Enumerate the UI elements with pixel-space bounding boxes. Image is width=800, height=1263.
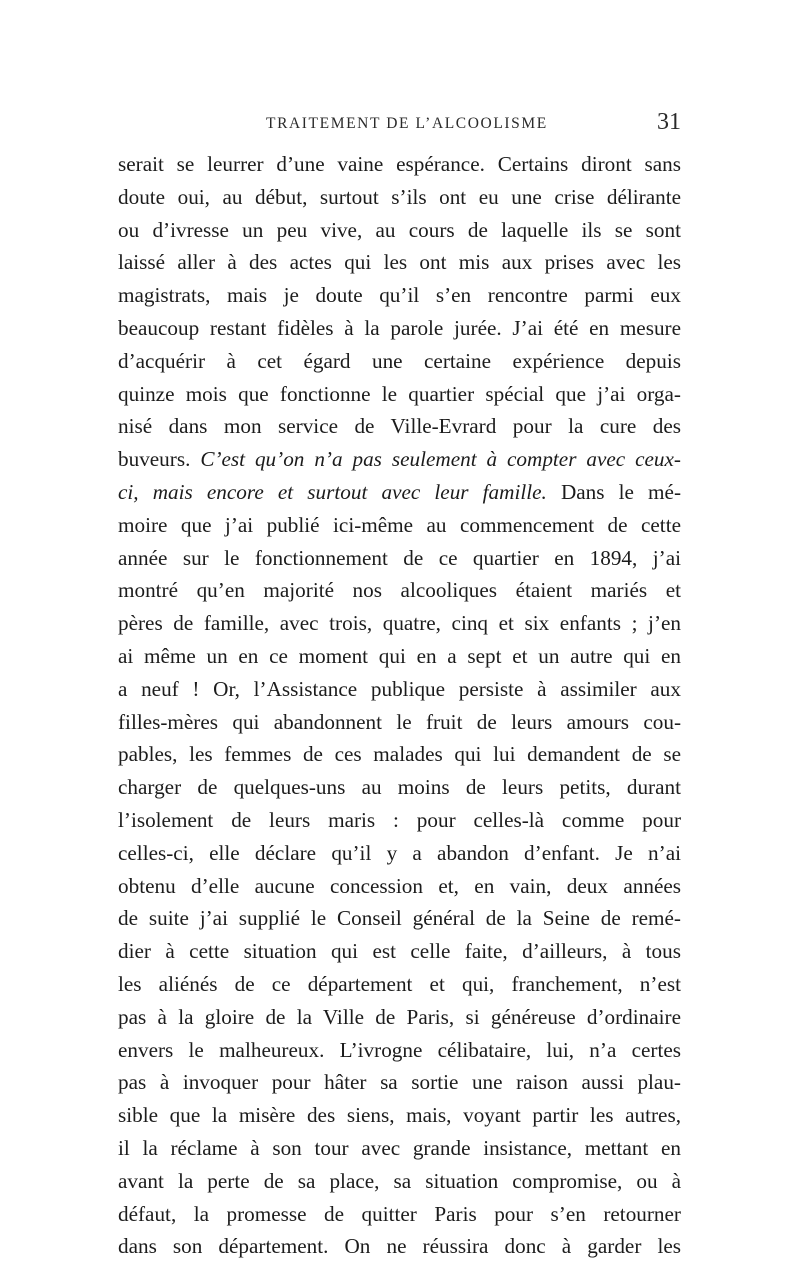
italic-segment: C’est qu’on n’a pas seulement à compter avec ceux- <box>200 447 681 472</box>
text-line: dans son département. On ne réussira donc à garder les <box>118 1234 681 1259</box>
text-line: il la réclame à son tour avec grande insistance, mettant en <box>118 1135 681 1160</box>
text-line: de suite j’ai supplié le Conseil général de la Seine de remé- <box>118 906 681 931</box>
text-line: pas à invoquer pour hâter sa sortie une raison aussi plau- <box>118 1070 681 1095</box>
text-line: envers le malheureux. L’ivrogne célibataire, lui, n’a certes <box>118 1037 681 1062</box>
text-segment: buveurs. <box>118 447 201 472</box>
text-line: nisé dans mon service de Ville-Evrard pour la cure des <box>118 414 681 439</box>
text-line: défaut, la promesse de quitter Paris pour s’en retourner <box>118 1201 681 1226</box>
page-number: 31 <box>657 109 681 135</box>
body-text <box>118 148 681 1263</box>
text-line: pables, les femmes de ces malades qui lui demandent de se <box>118 742 681 767</box>
text-line: charger de quelques-uns au moins de leurs petits, durant <box>118 775 681 800</box>
running-head <box>118 111 681 141</box>
running-title: TRAITEMENT DE L’ALCOOLISME <box>266 115 548 132</box>
text-line-mixed-italic <box>118 476 681 509</box>
text-line: beaucoup restant fidèles à la parole jurée. J’ai été en mesure <box>118 315 681 340</box>
text-line: a neuf ! Or, l’Assistance publique persiste à assimiler aux <box>118 676 681 701</box>
text-line: doute oui, au début, surtout s’ils ont eu une crise délirante <box>118 184 681 209</box>
text-line: sible que la misère des siens, mais, voyant partir les autres, <box>118 1103 681 1128</box>
text-line: les aliénés de ce département et qui, franchement, n’est <box>118 971 681 996</box>
text-line: pères de famille, avec trois, quatre, cinq et six enfants ; j’en <box>118 611 681 636</box>
text-line: laissé aller à des actes qui les ont mis aux prises avec les <box>118 250 681 275</box>
text-line: ou d’ivresse un peu vive, au cours de laquelle ils se sont <box>118 217 681 242</box>
text-line: quinze mois que fonctionne le quartier spécial que j’ai orga- <box>118 381 681 406</box>
text-line: l’isolement de leurs maris : pour celles-là comme pour <box>118 807 681 832</box>
text-line-mixed-italic <box>118 443 681 476</box>
text-line: année sur le fonctionnement de ce quartier en 1894, j’ai <box>118 545 681 570</box>
text-line: celles-ci, elle déclare qu’il y a abandon d’enfant. Je n’ai <box>118 840 681 865</box>
text-line: montré qu’en majorité nos alcooliques étaient mariés et <box>118 578 681 603</box>
italic-segment: ci, mais encore et surtout avec leur famille. <box>118 479 547 504</box>
text-line: serait se leurrer d’une vaine espérance. Certains diront sans <box>118 152 681 176</box>
text-line: ai même un en ce moment qui en a sept et un autre qui en <box>118 643 681 668</box>
text-segment: Dans le mé- <box>546 479 682 504</box>
text-line: obtenu d’elle aucune concession et, en vain, deux années <box>118 873 681 898</box>
text-line: moire que j’ai publié ici-même au commencement de cette <box>118 512 681 537</box>
text-line: filles-mères qui abandonnent le fruit de leurs amours cou- <box>118 709 681 734</box>
text-line: pas à la gloire de la Ville de Paris, si généreuse d’ordinaire <box>118 1004 681 1029</box>
text-line: avant la perte de sa place, sa situation compromise, ou à <box>118 1168 681 1193</box>
text-line: d’acquérir à cet égard une certaine expérience depuis <box>118 348 681 373</box>
text-line: dier à cette situation qui est celle faite, d’ailleurs, à tous <box>118 939 681 964</box>
text-line: magistrats, mais je doute qu’il s’en rencontre parmi eux <box>118 283 681 308</box>
